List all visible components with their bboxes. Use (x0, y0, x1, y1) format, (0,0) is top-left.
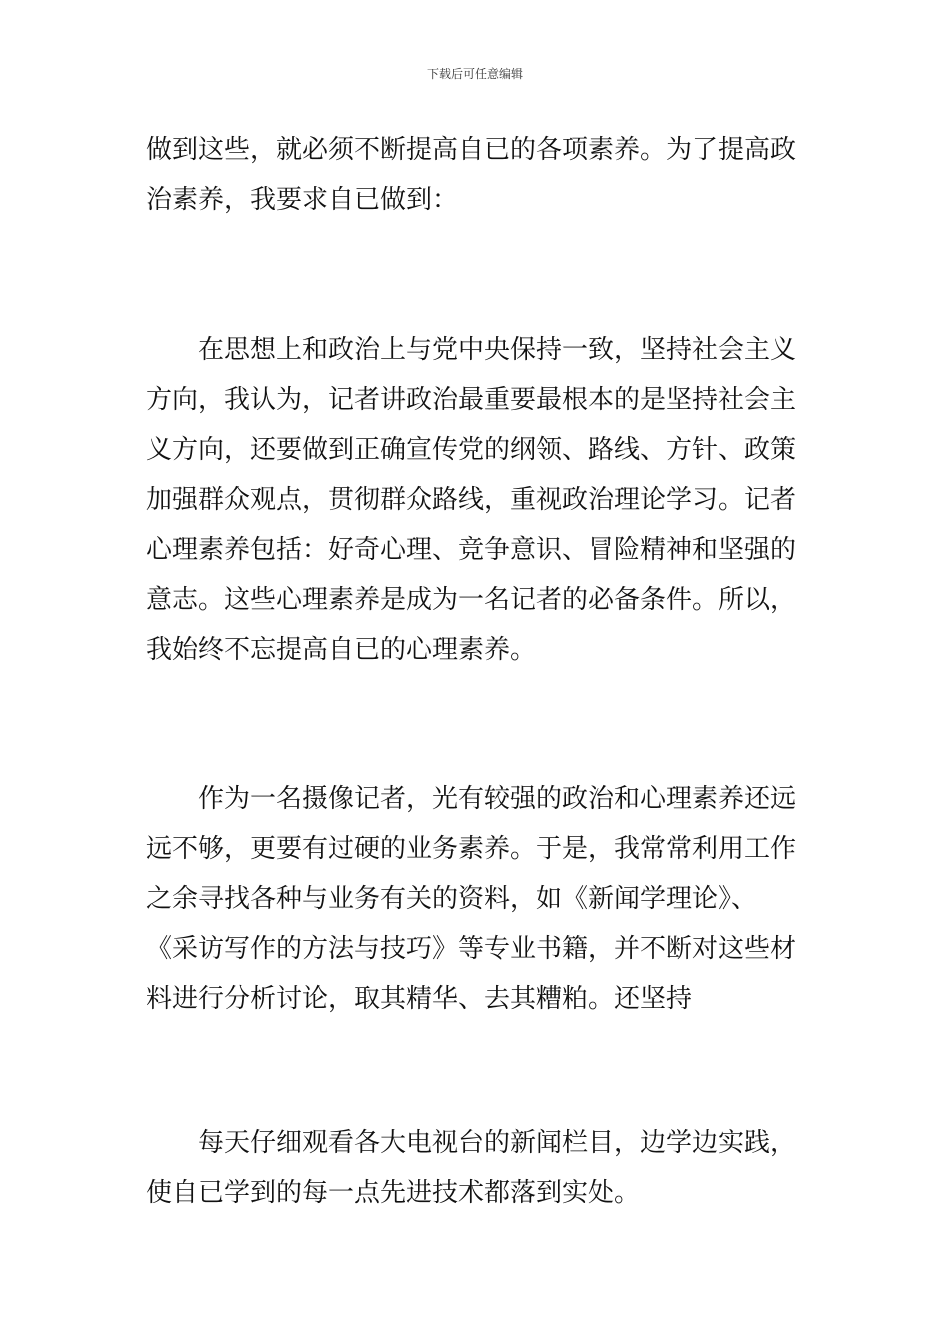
paragraph-1 (146, 125, 814, 225)
paragraph-line: 料进行分析讨论，取其精华、去其糟粕。还坚持 (146, 984, 693, 1014)
paragraph-line: 在思想上和政治上与党中央保持一致，坚持社会主义 (198, 335, 797, 365)
paragraph-3 (146, 774, 814, 1024)
paragraph-line: 我始终不忘提高自已的心理素养。 (146, 635, 537, 665)
paragraph-line: 作为一名摄像记者，光有较强的政治和心理素养还远 (198, 784, 797, 814)
paragraph-4 (146, 1118, 814, 1218)
paragraph-line: 方向，我认为，记者讲政治最重要最根本的是坚持社会主 (146, 385, 797, 415)
paragraph-line: 使自已学到的每一点先进技术都落到实处。 (146, 1178, 641, 1208)
paragraph-line: 意志。这些心理素养是成为一名记者的必备条件。所以， (146, 585, 797, 615)
paragraph-line: 之余寻找各种与业务有关的资料，如《新闻学理论》、 (146, 884, 758, 914)
paragraph-2 (146, 325, 814, 675)
paragraph-line: 加强群众观点，贯彻群众路线，重视政治理论学习。记者 (146, 485, 797, 515)
paragraph-line: 做到这些，就必须不断提高自已的各项素养。为了提高政 (146, 135, 797, 165)
paragraph-line: 治素养，我要求自已做到： (146, 185, 459, 215)
paragraph-line: 义方向，还要做到正确宣传党的纲领、路线、方针、政策 (146, 435, 797, 465)
paragraph-line: 《采访写作的方法与技巧》等专业书籍，并不断对这些材 (146, 934, 797, 964)
page-header: 下载后可任意编辑 (426, 67, 523, 81)
paragraph-line: 心理素养包括：好奇心理、竞争意识、冒险精神和坚强的 (146, 535, 797, 565)
paragraph-line: 每天仔细观看各大电视台的新闻栏目，边学边实践， (198, 1128, 797, 1158)
paragraph-line: 远不够，更要有过硬的业务素养。于是，我常常利用工作 (146, 834, 797, 864)
